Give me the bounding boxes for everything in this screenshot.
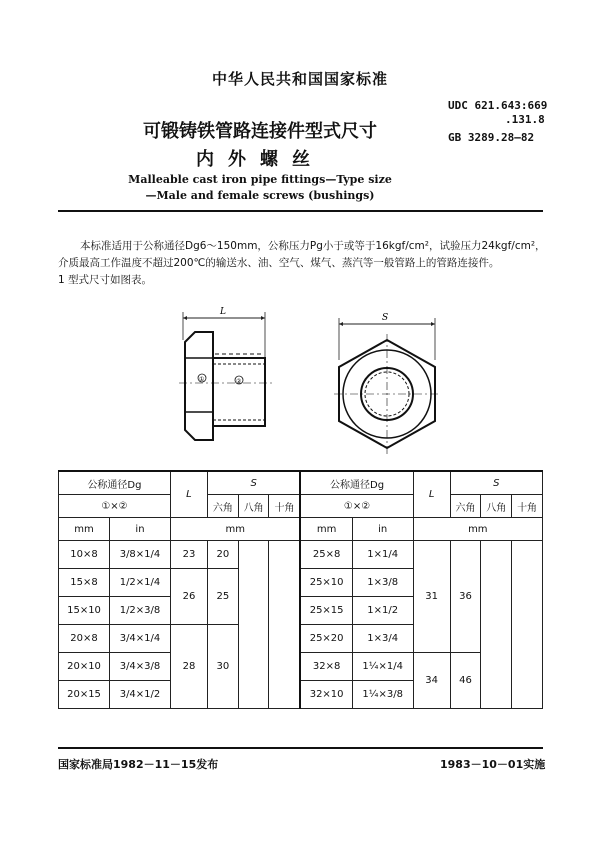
table-cell: 1/2×1/4 (110, 569, 171, 597)
unit-mm-span: mm (413, 518, 542, 541)
table-cell: 23 (170, 541, 207, 569)
table-cell: 34 (413, 653, 450, 709)
gb-number: GB 3289.28—82 (448, 131, 535, 144)
title-cn-line2: 内外螺丝 (196, 149, 324, 170)
hdr-dec-right: 十角 (512, 495, 543, 518)
hdr-12-left: ①×② (59, 495, 171, 518)
hdr-L-left: L (170, 471, 207, 518)
clause-1: 1 型式尺寸如图表。 (58, 274, 153, 286)
table-cell: 46 (450, 653, 481, 709)
table-cell: 1¼×3/8 (352, 681, 413, 709)
scope-paragraph: 本标准适用于公称通径Dg6～150mm，公称压力Pg小于或等于16kgf/cm²，试验压力24kgf/cm²，介质最高工作温度不超过200℃的输送水、油、空气、煤气、蒸汽等一般管路上的管路连接件。 (58, 240, 546, 269)
label-2: ② (236, 378, 242, 385)
title-cn-line1: 可锻铸铁管路连接件型式尺寸 (143, 121, 377, 142)
table-cell: 36 (450, 541, 481, 653)
end-view-drawing (322, 310, 452, 455)
dimension-table (58, 470, 543, 709)
table-cell: 15×10 (59, 597, 110, 625)
table-cell: 1×3/4 (352, 625, 413, 653)
table-cell: 26 (170, 569, 207, 625)
hdr-hex-left: 六角 (207, 495, 238, 518)
table-cell: 25×20 (300, 625, 352, 653)
table-cell: 25×8 (300, 541, 352, 569)
table-cell: 10×8 (59, 541, 110, 569)
table-cell: 25 (207, 569, 238, 625)
table-cell: 3/4×1/4 (110, 625, 171, 653)
table-cell: 25×10 (300, 569, 352, 597)
header-rule (58, 210, 543, 212)
table-cell (481, 541, 512, 709)
hdr-L-right: L (413, 471, 450, 518)
table-cell (238, 541, 269, 709)
unit-mm: mm (59, 518, 110, 541)
label-1: ① (199, 376, 205, 383)
table-cell (512, 541, 543, 709)
table-cell: 20 (207, 541, 238, 569)
table-cell: 32×8 (300, 653, 352, 681)
label-S: S (382, 313, 389, 323)
hdr-dec-left: 十角 (269, 495, 301, 518)
udc-code: UDC 621.643:669 (448, 99, 548, 112)
table-cell: 20×15 (59, 681, 110, 709)
table-cell: 3/4×3/8 (110, 653, 171, 681)
publish-date: 国家标准局1982－11－15发布 (58, 758, 219, 771)
table-cell: 32×10 (300, 681, 352, 709)
table-cell (269, 541, 301, 709)
table-cell: 20×8 (59, 625, 110, 653)
table-cell: 1×1/2 (352, 597, 413, 625)
table-cell: 1¼×1/4 (352, 653, 413, 681)
title-en-line1: Malleable cast iron pipe fittings—Type size (128, 173, 392, 186)
title-en-line2: —Male and female screws (bushings) (145, 189, 375, 202)
table-cell: 1/2×3/8 (110, 597, 171, 625)
table-cell: 1×1/4 (352, 541, 413, 569)
footer-rule (58, 747, 543, 749)
hdr-12-right: ①×② (300, 495, 413, 518)
unit-mm-span: mm (170, 518, 300, 541)
table-cell: 30 (207, 625, 238, 709)
issuing-authority: 中华人民共和国国家标准 (211, 70, 388, 88)
implementation-date: 1983－10－01实施 (440, 758, 546, 771)
hdr-oct-left: 八角 (238, 495, 269, 518)
table-cell: 25×15 (300, 597, 352, 625)
table-cell: 28 (170, 625, 207, 709)
table-cell: 3/4×1/2 (110, 681, 171, 709)
hdr-S-right: S (450, 471, 542, 495)
table-cell: 3/8×1/4 (110, 541, 171, 569)
side-view-drawing (165, 300, 285, 450)
table-cell: 15×8 (59, 569, 110, 597)
unit-in: in (110, 518, 171, 541)
hdr-S-left: S (207, 471, 300, 495)
unit-in: in (352, 518, 413, 541)
hdr-hex-right: 六角 (450, 495, 481, 518)
label-L: L (220, 307, 226, 317)
udc-code-cont: .131.8 (505, 113, 545, 126)
hdr-oct-right: 八角 (481, 495, 512, 518)
table-cell: 20×10 (59, 653, 110, 681)
hdr-dg-left: 公称通径Dg (59, 471, 171, 495)
hdr-dg-right: 公称通径Dg (300, 471, 413, 495)
table-cell: 1×3/8 (352, 569, 413, 597)
unit-mm: mm (300, 518, 352, 541)
table-cell: 31 (413, 541, 450, 653)
